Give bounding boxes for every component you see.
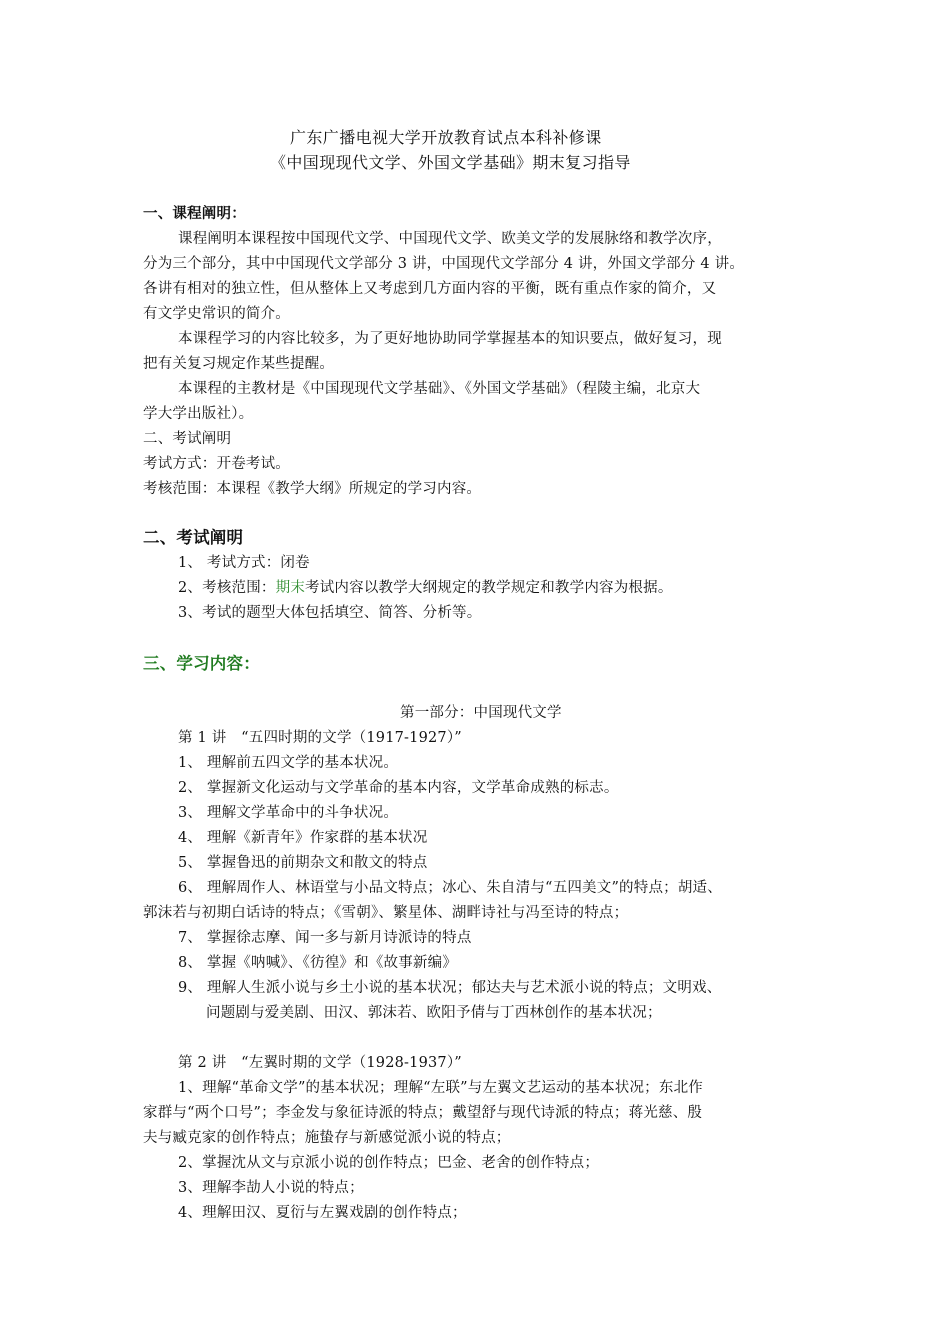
section1-heading: 一、课程阐明： — [143, 206, 246, 222]
lecture2-title: 第 2 讲 “左翼时期的文学（1928-1937）” — [178, 1055, 462, 1071]
section2-heading: 二、考试阐明 — [143, 528, 244, 547]
lecture1-item-5: 5、 掌握鲁迅的前期杂文和散文的特点 — [178, 855, 428, 871]
section2-item2-highlight: 期末 — [275, 580, 306, 596]
section1-exam-scope: 考核范围：本课程《教学大纲》所规定的学习内容。 — [143, 481, 482, 497]
lecture1-item-9-cont: 问题剧与爱美剧、田汉、郭沫若、欧阳予倩与丁西林创作的基本状况； — [206, 1005, 662, 1021]
section1-p1-line2: 分为三个部分，其中中国现代文学部分 3 讲，中国现代文学部分 4 讲，外国文学部分 4 讲。 — [143, 256, 745, 272]
lecture1-item-7: 7、 掌握徐志摩、闻一多与新月诗派诗的特点 — [178, 930, 472, 946]
lecture1-item-6-cont: 郭沫若与初期白话诗的特点；《雪朝》、繁星体、湖畔诗社与冯至诗的特点； — [143, 905, 629, 921]
lecture1-item-8: 8、 掌握《呐喊》、《彷徨》和《故事新编》 — [178, 955, 458, 971]
doc-title-line1: 广东广播电视大学开放教育试点本科补修课 — [290, 128, 602, 147]
section2-item2-prefix: 2、考核范围： — [178, 580, 276, 596]
lecture1-item-2: 2、 掌握新文化运动与文学革命的基本内容，文学革命成熟的标志。 — [178, 780, 619, 796]
section1-p1-line1: 课程阐明本课程按中国现代文学、中国现代文学、欧美文学的发展脉络和教学次序， — [178, 231, 722, 247]
section1-p2-line1: 本课程学习的内容比较多，为了更好地协助同学掌握基本的知识要点，做好复习，现 — [178, 331, 722, 347]
section3-part1-title: 第一部分：中国现代文学 — [400, 705, 562, 721]
lecture1-item-6: 6、 理解周作人、林语堂与小品文特点；冰心、朱自清与“五四美文”的特点；胡适、 — [178, 880, 722, 896]
doc-title-line2: 《中国现现代文学、外国文学基础》期末复习指导 — [270, 153, 631, 172]
section3-heading: 三、学习内容： — [143, 654, 260, 673]
lecture1-item-4: 4、 理解《新青年》作家群的基本状况 — [178, 830, 428, 846]
section1-exam-method: 考试方式：开卷考试。 — [143, 456, 290, 472]
section2-item3: 3、考试的题型大体包括填空、简答、分析等。 — [178, 605, 482, 621]
section2-item1: 1、 考试方式：闭卷 — [178, 555, 310, 571]
section2-item2 — [178, 578, 673, 598]
section1-exam-heading: 二、考试阐明 — [143, 431, 232, 447]
section1-p1-line4: 有文学史常识的简介。 — [143, 306, 290, 322]
lecture2-item-1: 1、理解“革命文学”的基本状况；理解“左联”与左翼文艺运动的基本状况；东北作 — [178, 1080, 703, 1096]
section1-p3-line2: 学大学出版社）。 — [143, 406, 254, 422]
lecture1-item-3: 3、 理解文学革命中的斗争状况。 — [178, 805, 399, 821]
lecture1-title: 第 1 讲 “五四时期的文学（1917-1927）” — [178, 730, 462, 746]
lecture2-item-4: 4、理解田汉、夏衍与左翼戏剧的创作特点； — [178, 1205, 467, 1221]
section1-p3-line1: 本课程的主教材是《中国现现代文学基础》、《外国文学基础》（程陵主编，北京大 — [178, 381, 701, 397]
lecture2-item-3: 3、理解李劼人小说的特点； — [178, 1180, 364, 1196]
lecture2-item-1-cont2: 夫与臧克家的创作特点；施蛰存与新感觉派小说的特点； — [143, 1130, 511, 1146]
lecture2-item-2: 2、掌握沈从文与京派小说的创作特点；巴金、老舍的创作特点； — [178, 1155, 600, 1171]
lecture2-item-1-cont1: 家群与“两个口号”；李金发与象征诗派的特点；戴望舒与现代诗派的特点；蒋光慈、殷 — [143, 1105, 703, 1121]
section1-p1-line3: 各讲有相对的独立性，但从整体上又考虑到几方面内容的平衡，既有重点作家的简介，又 — [143, 281, 717, 297]
lecture1-item-9: 9、 理解人生派小说与乡土小说的基本状况；郁达夫与艺术派小说的特点；文明戏、 — [178, 980, 722, 996]
lecture1-item-1: 1、 理解前五四文学的基本状况。 — [178, 755, 399, 771]
section2-item2-suffix: 考试内容以教学大纲规定的教学规定和教学内容为根据。 — [305, 580, 673, 596]
section1-p2-line2: 把有关复习规定作某些提醒。 — [143, 356, 335, 372]
